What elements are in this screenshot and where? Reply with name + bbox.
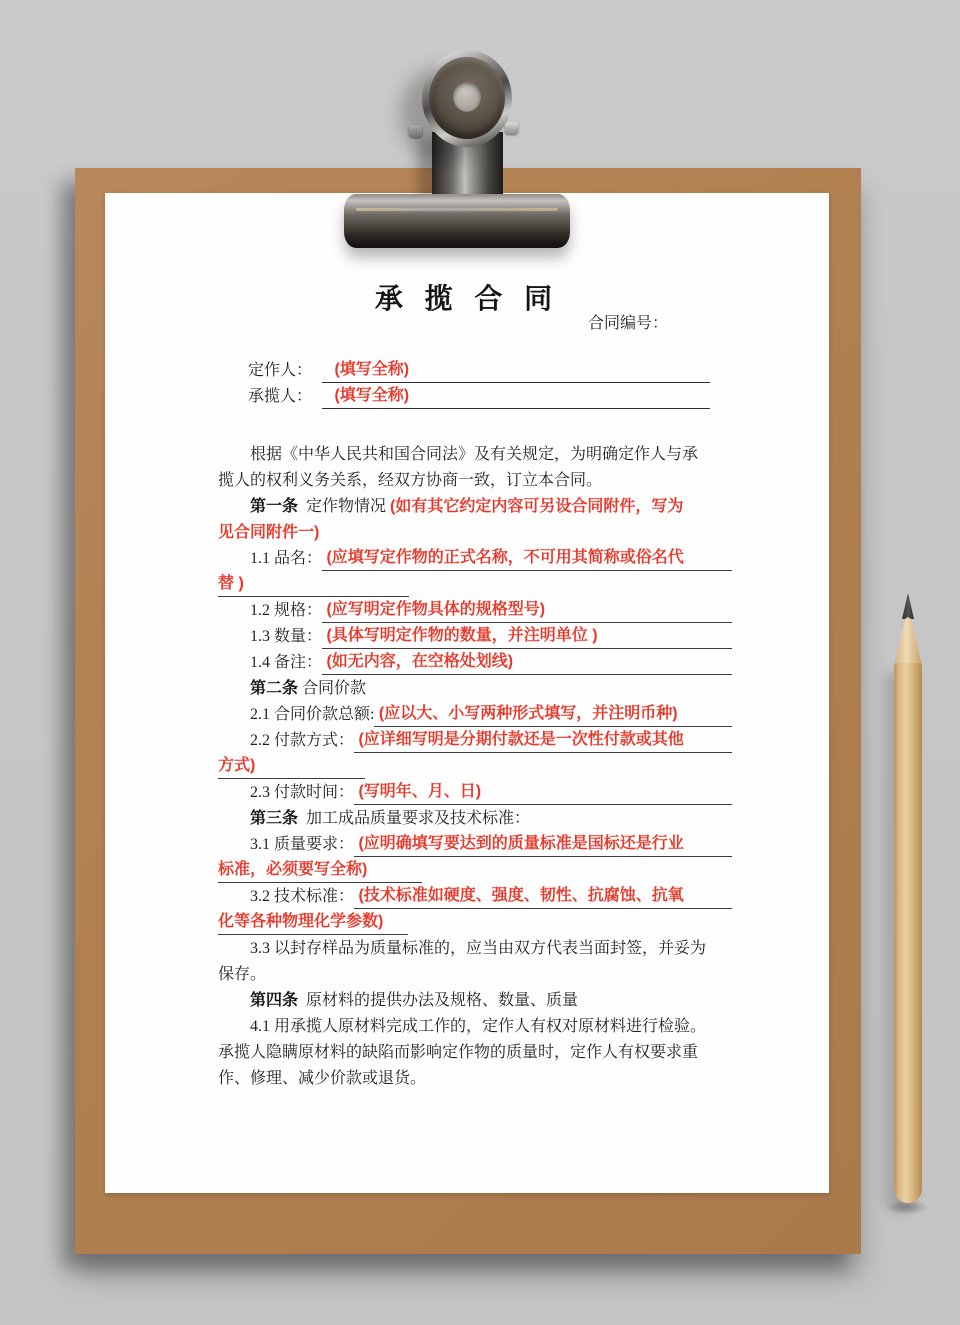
contract-line [218, 467, 732, 493]
text-segment: 第一条 [250, 498, 299, 515]
text-segment: (应写明定作物具体的规格型号) [322, 598, 545, 623]
clip-screw-right [505, 122, 518, 134]
text-segment: (应明确填写要达到的质量标准是国标还是行业 [354, 832, 684, 857]
contract-number-label: 合同编号： [588, 315, 669, 332]
pencil-cone [894, 617, 922, 665]
contract-line [218, 597, 732, 623]
text-segment: 承揽人隐瞒原材料的缺陷而影响定作物的质量时，定作人有权要求重 [218, 1044, 699, 1061]
fill-in-blank [481, 780, 732, 805]
binder-clip-bar [344, 194, 570, 248]
text-segment: 3.3 以封存样品为质量标准的，应当由双方代表当面封签，并妥为 [250, 940, 707, 957]
text-segment: (写明年、月、日) [354, 780, 481, 805]
contract-line [218, 779, 732, 805]
party-row-1 [248, 383, 710, 409]
contract-line [218, 571, 732, 597]
text-segment: 加工成品质量要求及技术标准： [298, 810, 531, 827]
text-segment: 第三条 [250, 810, 299, 827]
party-fill-in-blank [322, 384, 710, 409]
contract-line [218, 623, 732, 649]
contract-body [218, 441, 732, 1091]
text-segment: (如无内容，在空格处划线) [322, 650, 513, 675]
fill-in-blank [255, 754, 365, 779]
text-segment: 合同价款 [298, 680, 367, 697]
party-label: 定作人： [248, 362, 313, 379]
pencil-tip [902, 593, 914, 619]
pencil [893, 593, 923, 1208]
contract-line [218, 649, 732, 675]
fill-in-blank [244, 572, 409, 597]
contract-line [218, 1065, 732, 1091]
document-title: 承 揽 合 同 [374, 283, 560, 314]
text-segment: 1.3 数量： [250, 628, 323, 645]
contract-line [218, 987, 732, 1013]
text-segment: 第四条 [250, 992, 299, 1009]
fill-in-blank [678, 702, 732, 727]
fill-in-blank [545, 598, 732, 623]
text-segment: 见合同附件一) [218, 524, 320, 541]
contract-line [218, 519, 732, 545]
text-segment: 原材料的提供办法及规格、数量、质量 [298, 992, 579, 1009]
contract-paper [105, 193, 829, 1193]
text-segment: 标准，必须要写全称) [218, 858, 367, 883]
fill-in-blank [684, 546, 732, 571]
contract-line [218, 701, 732, 727]
contract-line [218, 675, 732, 701]
contract-line [218, 883, 732, 909]
text-segment: 1.1 品名： [250, 550, 323, 567]
text-segment: 方式) [218, 754, 255, 779]
party-label: 承揽人： [248, 388, 313, 405]
text-segment: 1.2 规格： [250, 602, 323, 619]
contract-line [218, 753, 732, 779]
text-segment: (应填写定作物的正式名称，不可用其简称或俗名代 [322, 546, 684, 571]
binder-clip-face [429, 57, 505, 139]
text-segment: 第二条 [250, 680, 299, 697]
contract-line [218, 857, 732, 883]
contract-line [218, 935, 732, 961]
text-segment: 2.2 付款方式： [250, 732, 355, 749]
text-segment: 揽人的权利义务关系，经双方协商一致，订立本合同。 [218, 472, 603, 489]
contract-line [218, 441, 732, 467]
contract-line [218, 831, 732, 857]
binder-clip-hole [453, 82, 481, 112]
text-segment: 根据《中华人民共和国合同法》及有关规定，为明确定作人与承 [250, 446, 699, 463]
text-segment: 作、修理、减少价款或退货。 [218, 1070, 427, 1087]
text-segment: 1.4 备注： [250, 654, 323, 671]
contract-line [218, 493, 732, 519]
text-segment: 定作物情况 [298, 498, 391, 515]
text-segment: (技术标准如硬度、强度、韧性、抗腐蚀、抗氧 [354, 884, 684, 909]
fill-in-blank [684, 832, 732, 857]
party-placeholder: (填写全称) [330, 361, 410, 378]
party-fill-in-blank [322, 358, 710, 383]
parties-section [248, 357, 710, 409]
contract-line [218, 909, 732, 935]
fill-in-blank [383, 910, 408, 935]
contract-line [218, 805, 732, 831]
text-segment: 3.1 质量要求： [250, 836, 355, 853]
text-segment: 2.3 付款时间： [250, 784, 355, 801]
fill-in-blank [367, 858, 422, 883]
party-placeholder: (填写全称) [330, 387, 410, 404]
text-segment: 替 ) [218, 572, 244, 597]
fill-in-blank [598, 624, 732, 649]
contract-line [218, 961, 732, 987]
pencil-body [894, 663, 922, 1203]
clip-screw-left [409, 125, 422, 137]
text-segment: 4.1 用承揽人原材料完成工作的，定作人有权对原材料进行检验。 [250, 1018, 707, 1035]
text-segment: (如有其它约定内容可另设合同附件，写为 [390, 498, 684, 515]
contract-line [218, 545, 732, 571]
contract-line [218, 1039, 732, 1065]
fill-in-blank [513, 650, 732, 675]
fill-in-blank [684, 728, 732, 753]
text-segment: 3.2 技术标准： [250, 888, 355, 905]
binder-clip-ring [422, 50, 512, 147]
text-segment: 2.1 合同价款总额: [250, 706, 375, 723]
text-segment: 化等各种物理化学参数) [218, 910, 383, 935]
party-row-0 [248, 357, 710, 383]
text-segment: (应详细写明是分期付款还是一次性付款或其他 [354, 728, 684, 753]
contract-line [218, 727, 732, 753]
text-segment: (具体写明定作物的数量，并注明单位 ) [322, 624, 598, 649]
text-segment: (应以大、小写两种形式填写，并注明币种) [374, 702, 677, 727]
contract-line [218, 1013, 732, 1039]
text-segment: 保存。 [218, 966, 267, 983]
fill-in-blank [684, 884, 732, 909]
